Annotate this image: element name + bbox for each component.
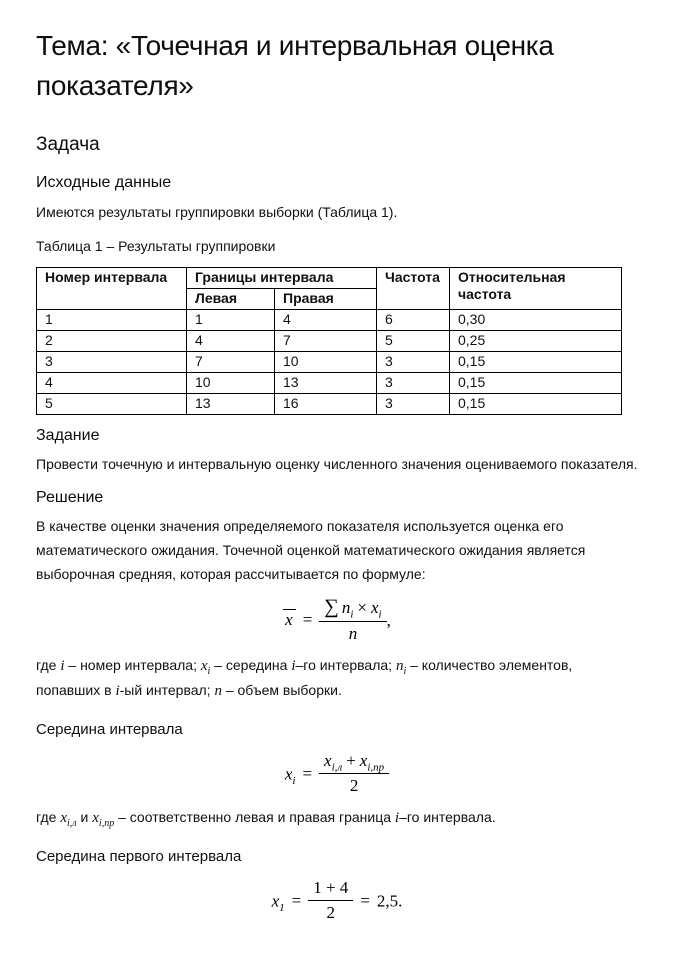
math-var-x: x [284,763,293,783]
fraction-denominator [319,622,386,644]
cell-frequency: 3 [377,393,450,414]
math-subscript-i: i [378,607,382,620]
table-row [37,351,622,372]
paragraph-assignment: Провести точечную и интервальную оценку численного значения оцениваемого показателя. [36,455,638,472]
equals-sign: = [302,610,313,630]
paragraph-solution: В качестве оценки значения определяемого показателя используется оценка его математического ожидания. Точечной оценкой математического ожидания является выборочная средняя, которая рассчитывается по формуле: [36,517,586,582]
heading-assignment: Задание [36,426,100,444]
fraction-numerator [319,596,386,622]
col-header-right-bound: Правая [275,288,377,309]
table-row [37,330,622,351]
paragraph-source-data: Имеются результаты группировки выборки (Таблица 1). [36,203,398,220]
text-run: – середина [210,656,292,673]
col-header-bounds: Границы интервала [187,267,377,288]
math-var-i: i [115,682,120,699]
cell-interval-number: 1 [37,309,187,330]
cell-rel-frequency: 0,30 [450,309,622,330]
math-subscript-1: 1 [279,901,285,914]
table-row [37,393,622,414]
grouping-results-table [36,267,622,415]
col-header-rel-frequency: Относительная частота [450,267,622,309]
heading-solution: Решение [36,488,104,506]
math-subscript-i: i [292,774,296,787]
cell-interval-number: 3 [37,351,187,372]
equals-sign: = [360,890,370,910]
math-var-x: x [324,750,332,770]
math-subscript-i: i [350,607,354,620]
cell-interval-number: 5 [37,393,187,414]
cell-frequency: 3 [377,351,450,372]
cell-interval-number: 4 [37,372,187,393]
math-var-x: x [92,809,99,826]
text-run: где [36,656,61,673]
col-header-left-bound: Левая [187,288,275,309]
table-caption: Таблица 1 – Результаты группировки [36,237,276,254]
col-header-frequency: Частота [377,267,450,309]
cell-interval-number: 2 [37,330,187,351]
cell-left-bound: 7 [187,351,275,372]
math-var-i: i [60,657,65,674]
heading-interval-middle: Середина интервала [36,720,183,738]
math-var-n: n [395,657,404,674]
text-run: – объем выборки. [221,681,342,698]
cell-rel-frequency: 0,25 [450,330,622,351]
cell-rel-frequency: 0,15 [450,372,622,393]
heading-source-data: Исходные данные [36,173,172,191]
math-var-n: n [348,623,358,643]
heading-first-interval-middle: Середина первого интервала [36,847,242,865]
math-var-n: n [214,682,222,699]
formula-sample-mean [36,595,638,646]
math-subscript-right: i,пр [367,760,385,773]
table-row [37,372,622,393]
math-var-i: i [394,809,400,826]
text-run: -ый интервал; [119,681,215,698]
formula-interval-middle [36,750,638,798]
multiply-sign: × [357,597,367,617]
math-subscript-right: i,пр [98,817,115,829]
equals-sign: = [291,890,302,910]
table-header-row-1 [37,267,622,288]
cell-frequency: 5 [377,330,450,351]
fraction-denominator: 2 [349,775,359,795]
text-run: –го интервала; [295,656,396,673]
page-title: Тема: «Точечная и интервальная оценка показателя» [36,30,554,101]
cell-frequency: 6 [377,309,450,330]
heading-task: Задача [36,133,100,155]
plus-sign: + [346,750,356,770]
formula-first-interval-middle [36,877,638,925]
cell-frequency: 3 [377,372,450,393]
cell-left-bound: 1 [187,309,275,330]
cell-left-bound: 10 [187,372,275,393]
cell-rel-frequency: 0,15 [450,351,622,372]
equals-sign: = [302,763,313,783]
text-run: – соответственно левая и правая граница [114,808,395,825]
text-run: –го интервала. [399,808,496,825]
cell-rel-frequency: 0,15 [450,393,622,414]
math-subscript-i: i [403,665,407,677]
comma: , [386,610,391,630]
fraction-numerator [319,751,389,774]
text-run: – номер интервала; [64,656,201,673]
cell-right-bound: 16 [275,393,377,414]
cell-right-bound: 7 [275,330,377,351]
math-subscript-left: i,л [67,817,77,829]
cell-right-bound: 10 [275,351,377,372]
fraction [319,596,386,644]
cell-left-bound: 4 [187,330,275,351]
fraction [308,878,353,923]
math-var-x: x [200,657,208,674]
text-run: – количество элементов, попавших в [36,656,573,698]
col-header-interval-number: Номер интервала [37,267,187,309]
table-row [37,309,622,330]
math-subscript-left: i,л [331,760,343,773]
text-run: где [36,808,61,825]
cell-right-bound: 4 [275,309,377,330]
math-xbar: x [283,609,296,629]
math-var-n: n [341,597,351,617]
paragraph-bounds-notation [36,805,638,830]
sum-sign: ∑ [324,595,339,618]
fraction-numerator: 1 + 4 [308,878,353,901]
math-var-x: x [359,750,368,770]
math-var-x: x [370,597,379,617]
math-var-x: x [60,809,67,826]
math-var-i: i [291,657,296,674]
cell-left-bound: 13 [187,393,275,414]
fraction [319,751,389,796]
formula-result: 2,5. [376,890,403,910]
text-run: и [76,808,93,825]
math-subscript-i: i [207,665,211,677]
math-var-x: x [271,890,280,910]
fraction-denominator: 2 [326,902,336,922]
paragraph-mean-notation [36,653,638,703]
cell-right-bound: 13 [275,372,377,393]
